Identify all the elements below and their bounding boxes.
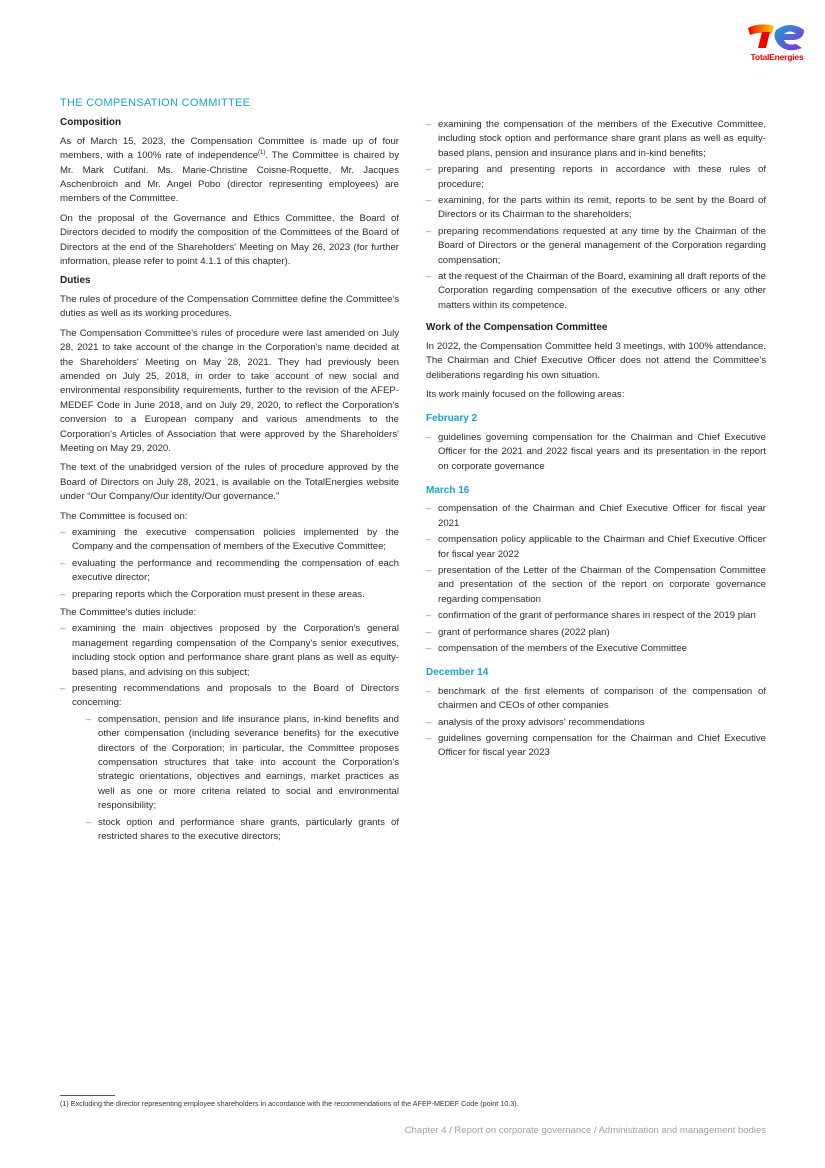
duties-list-continued [426,118,766,313]
meeting-items-february [426,431,766,474]
duties-list [60,622,399,844]
duties-paragraph-2: The Compensation Committee's rules of procedure were last amended on July 28, 2021 to take account of the change in the Corporation's name decided at the Shareholders' Meeting on May 28, 2021. They had previously been amended on July 25, 2018, in order to take account of new social and environmental responsibility requirements, further to the revision of the AFEP-MEDEF Code in June 2018, and on July 29, 2020, to reflect the Corporation's conversion to a European company and various amendments to the Corporation's Articles of Association that were approved by the Shareholders' Meeting on May 29, 2020. [60,327,399,454]
focus-intro: The Committee is focused on: [60,510,188,522]
list-item: – evaluating the performance and recommending the compensation of each executive director; [60,557,399,586]
duties-paragraph-1: The rules of procedure of the Compensation Committee define the Committee's duties as well as its working procedures. [60,293,399,320]
brand-name: TotalEnergies [750,52,804,62]
footnote: (1) Excluding the director representing employee shareholders in accordance with the recommendations of the AFEP-MEDEF Code (point 10.3). [60,1099,519,1108]
meeting-items-march [426,502,766,656]
list-item: – at the request of the Chairman of the Board, examining all draft reports of the Corporation regarding compensation of the executive officers or any other matters within its competence. [426,270,766,313]
focus-list [60,526,399,602]
composition-text-end: . The Committee is chaired by Mr. Mark Cutifani. Ms. Marie-Christine Coisne-Roquette, Mr. Jacques Aschenbroich and Mr. Angel Pobo (director representing employees) are members of the Committee. [60,150,399,205]
composition-text-start: As of March 15, 2023, the Compensation Committee is made up of four members, with a 100% rate of independence [60,135,399,162]
page-footer: Chapter 4 / Report on corporate governance / Administration and management bodies [404,1125,766,1136]
meeting-items-december [426,685,766,761]
list-item: – preparing recommendations requested at any time by the Chairman of the Board of Directors or the general management of the Corporation regarding compensation; [426,225,766,268]
left-column [60,96,399,849]
logo-mark-icon [746,20,808,52]
composition-paragraph-2: On the proposal of the Governance and Ethics Committee, the Board of Directors decided to modify the composition of the Committees of the Board of Directors at the end of the Shareholders' Meeting on May 26, 2023 (for further information, please refer to point 4.1.1 of this chapter). [60,212,399,268]
footnote-divider [60,1095,115,1096]
list-item: – examining the executive compensation policies implemented by the Company and the compensation of members of the Executive Committee; [60,526,399,555]
meeting-date-march: March 16 [426,484,470,496]
work-heading: Work of the Compensation Committee [426,322,608,334]
composition-heading: Composition [60,117,122,129]
right-column [426,118,766,765]
list-item: – guidelines governing compensation for the Chairman and Chief Executive Officer for fiscal year 2023 [426,732,766,761]
list-item: – preparing reports which the Corporation must present in these areas. [60,588,399,602]
section-title: THE COMPENSATION COMMITTEE [60,97,251,109]
list-item: – grant of performance shares (2022 plan) [426,626,766,640]
duties-intro: The Committee's duties include: [60,607,197,618]
sub-list-item: – stock option and performance share grants, particularly grants of restricted shares to the executive directors; [86,816,399,845]
list-item: – guidelines governing compensation for the Chairman and Chief Executive Officer for the 2021 and 2022 fiscal years and its presentation in the report on corporate governance [426,431,766,474]
list-item: – examining the compensation of the members of the Executive Committee, including stock option and performance share grant plans as well as equity-based plans, pension and insurance plans and in-kind benefits; [426,118,766,161]
duties-heading: Duties [60,275,91,287]
work-paragraph-2: Its work mainly focused on the following areas: [426,388,625,400]
list-item: – presentation of the Letter of the Chairman of the Compensation Committee and presentation of the section of the report on corporate governance regarding compensation [426,564,766,607]
list-item: – compensation policy applicable to the Chairman and Chief Executive Officer for fiscal year 2022 [426,533,766,562]
list-item: – compensation of the members of the Executive Committee [426,642,766,656]
list-item: – compensation of the Chairman and Chief Executive Officer for fiscal year 2021 [426,502,766,531]
sub-list-item: – compensation, pension and life insurance plans, in-kind benefits and other compensation (including severance benefits) for the executive directors of the Corporation; in particular, the Committee proposes compensation structures that take into account the Corporation's strategic orientations, objectives and earnings, market practices as well as one or more criteria related to social and environmental responsibility; [86,713,399,814]
list-item: – confirmation of the grant of performance shares in respect of the 2019 plan [426,609,766,623]
list-item: – examining, for the parts within its remit, reports to be sent by the Board of Directors or its Chairman to the shareholders; [426,194,766,223]
duties-paragraph-3: The text of the unabridged version of the rules of procedure approved by the Board of Directors on July 28, 2021, is available on the TotalEnergies website under “Our Company/Our identity/Our governance.” [60,462,399,503]
duties-sublist [86,713,399,845]
list-item-text: presenting recommendations and proposals to the Board of Directors concerning: [72,683,399,709]
list-item: – benchmark of the first elements of comparison of the compensation of chairmen and CEOs of other companies [426,685,766,714]
work-paragraph-1: In 2022, the Compensation Committee held 3 meetings, with 100% attendance. The Chairman and Chief Executive Officer does not attend the Committee's deliberations regarding his own situation. [426,340,766,381]
list-item: – preparing and presenting reports in accordance with these rules of procedure; [426,163,766,192]
footnote-ref: (1) [258,150,266,157]
composition-paragraph-1 [60,135,399,207]
list-item: – examining the main objectives proposed by the Corporation's general management regarding compensation of the Company's senior executives, including stock option and performance share grant plans as well as equity-based plans, and advising on this subject; [60,622,399,680]
totalenergies-logo [746,20,808,64]
list-item: – analysis of the proxy advisors' recommendations [426,716,766,730]
meeting-date-december: December 14 [426,667,489,679]
list-item [60,682,399,844]
meeting-date-february: February 2 [426,413,478,425]
